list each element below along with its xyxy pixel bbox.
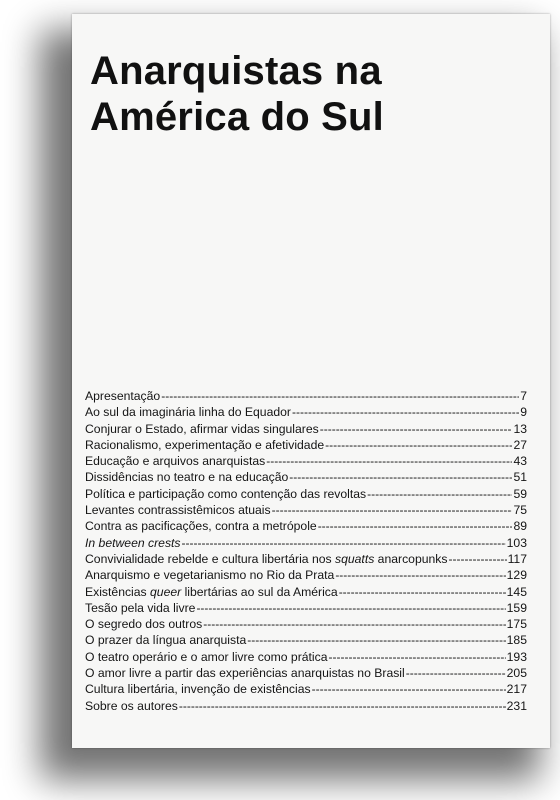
toc-entry-title (85, 616, 202, 632)
toc-dot-leader (312, 681, 506, 697)
toc-dot-leader (367, 486, 512, 502)
toc-dot-leader (203, 616, 505, 632)
toc-entry-title-text: anarcopunks (374, 551, 448, 566)
toc-entry-title (85, 665, 405, 681)
toc-entry-title (85, 535, 181, 551)
toc-entry-title-text: libertárias ao sul da América (181, 584, 338, 599)
toc-dot-leader (182, 535, 506, 551)
toc-dot-leader (292, 404, 519, 420)
toc-entry (85, 421, 527, 437)
toc-entry (85, 681, 527, 697)
toc-entry (85, 469, 527, 485)
toc-dot-leader (448, 551, 506, 567)
toc-dot-leader (335, 567, 505, 583)
toc-entry (85, 437, 527, 453)
toc-dot-leader (339, 584, 506, 600)
toc-entry-title (85, 388, 160, 404)
toc-entry-title-italic: queer (150, 584, 182, 599)
toc-entry-page-number: 217 (506, 682, 527, 697)
toc-entry-page-number: 129 (506, 568, 527, 583)
toc-entry-page-number: 43 (513, 454, 527, 469)
toc-entry (85, 698, 527, 714)
toc-entry-title-text: Contra as pacificações, contra a metrópole (85, 519, 317, 534)
toc-entry-page-number: 159 (506, 600, 527, 615)
toc-entry-title-text: O amor livre a partir das experiências anarquistas no Brasil (85, 666, 405, 681)
toc-entry-page-number: 13 (513, 421, 527, 436)
toc-entry-page-number: 117 (507, 551, 527, 566)
toc-entry (85, 567, 527, 583)
toc-entry-title (85, 437, 324, 453)
toc-dot-leader (247, 632, 505, 648)
toc-entry-title-text: Anarquismo e vegetarianismo no Rio da Prata (85, 568, 335, 583)
toc-dot-leader (325, 437, 512, 453)
toc-entry-title-italic: In between crests (85, 535, 181, 550)
toc-entry-title-text: Conjurar o Estado, afirmar vidas singulares (85, 421, 319, 436)
toc-dot-leader (266, 453, 512, 469)
toc-entry-page-number: 27 (513, 437, 527, 452)
toc-entry-title (85, 551, 447, 567)
toc-entry-page-number: 89 (513, 519, 527, 534)
toc-entry-page-number: 193 (506, 649, 527, 664)
toc-entry-page-number: 9 (520, 405, 527, 420)
toc-entry-page-number: 205 (506, 666, 527, 681)
table-of-contents (85, 388, 527, 714)
toc-entry-title-text: O teatro operário e o amor livre como prática (85, 649, 328, 664)
toc-entry-title-text: Cultura libertária, invenção de existências (85, 682, 311, 697)
toc-entry (85, 665, 527, 681)
toc-entry-page-number: 103 (506, 535, 527, 550)
toc-entry (85, 535, 527, 551)
toc-entry-title (85, 486, 366, 502)
toc-entry-title-text: Sobre os autores (85, 698, 178, 713)
toc-entry (85, 551, 527, 567)
toc-entry (85, 600, 527, 616)
toc-entry (85, 388, 527, 404)
toc-entry-page-number: 175 (506, 617, 527, 632)
toc-entry-title (85, 600, 195, 616)
toc-dot-leader (289, 469, 512, 485)
toc-entry-title-text: Educação e arquivos anarquistas (85, 454, 266, 469)
toc-entry-title-text: Levantes contrassistêmicos atuais (85, 503, 271, 518)
toc-entry-title (85, 567, 334, 583)
toc-dot-leader (179, 698, 506, 714)
toc-entry-title (85, 632, 246, 648)
toc-entry-title-text: Existências (85, 584, 151, 599)
toc-entry-page-number: 231 (506, 698, 527, 713)
toc-entry (85, 404, 527, 420)
toc-entry-title (85, 649, 328, 665)
toc-entry-title (85, 453, 265, 469)
toc-dot-leader (272, 502, 513, 518)
toc-entry-title (85, 584, 338, 600)
toc-entry-title-text: Política e participação como contenção das revoltas (85, 486, 367, 501)
toc-dot-leader (318, 518, 513, 534)
toc-entry-title-text: Apresentação (85, 389, 161, 403)
toc-entry-page-number: 75 (513, 503, 527, 518)
toc-entry (85, 518, 527, 534)
toc-entry-page-number: 185 (506, 633, 527, 648)
toc-dot-leader (161, 388, 519, 404)
toc-entry (85, 453, 527, 469)
toc-entry (85, 486, 527, 502)
toc-entry-title-text: O prazer da língua anarquista (85, 633, 247, 648)
toc-entry (85, 584, 527, 600)
toc-entry-title-text: Convivialidade rebelde e cultura libertária nos (85, 551, 335, 566)
toc-dot-leader (196, 600, 505, 616)
toc-entry-page-number: 7 (520, 389, 527, 403)
toc-entry (85, 632, 527, 648)
toc-entry (85, 649, 527, 665)
toc-entry-title (85, 681, 311, 697)
toc-entry-title-text: O segredo dos outros (85, 617, 203, 632)
toc-entry-title-text: Tesão pela vida livre (85, 600, 196, 615)
toc-entry-title (85, 469, 288, 485)
toc-entry (85, 616, 527, 632)
toc-dot-leader (406, 665, 506, 681)
toc-entry-title (85, 421, 319, 437)
book-cover-page (72, 14, 550, 748)
toc-entry-title (85, 518, 317, 534)
toc-entry-title-italic: squatts (335, 551, 375, 566)
toc-dot-leader (329, 649, 506, 665)
toc-entry-title (85, 698, 178, 714)
toc-entry-title (85, 502, 271, 518)
toc-entry (85, 502, 527, 518)
toc-dot-leader (320, 421, 513, 437)
toc-entry-title-text: Racionalismo, experimentação e afetividade (85, 437, 325, 452)
toc-entry-page-number: 145 (506, 584, 527, 599)
toc-entry-page-number: 51 (513, 470, 527, 485)
book-title-line-2: América do Sul (90, 95, 384, 139)
book-title (90, 48, 384, 140)
toc-entry-title-text: Ao sul da imaginária linha do Equador (85, 405, 291, 420)
book-title-line-1: Anarquistas na (90, 49, 382, 93)
toc-entry-title (85, 404, 291, 420)
toc-entry-title-text: Dissidências no teatro e na educação (85, 470, 289, 485)
toc-entry-page-number: 59 (513, 486, 527, 501)
